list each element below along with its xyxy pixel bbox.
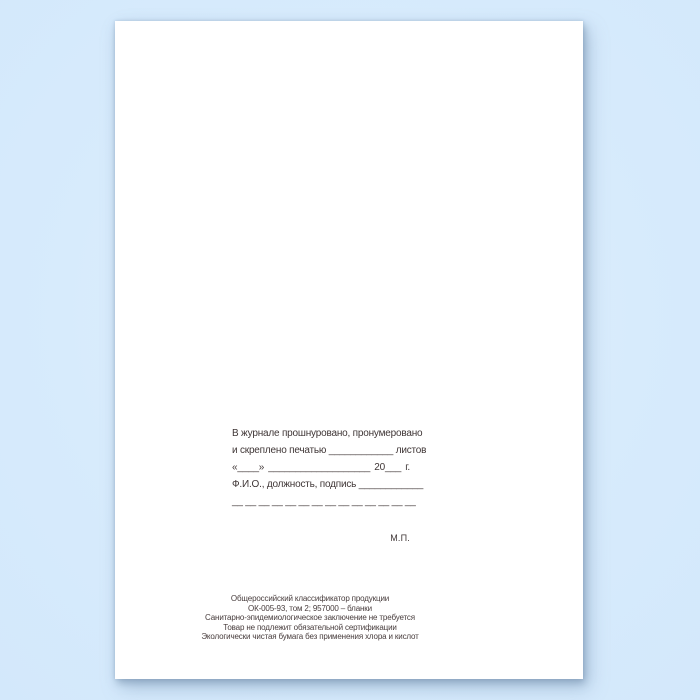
certification-line-1: В журнале прошнуровано, пронумеровано — [232, 428, 423, 439]
certification-block — [232, 425, 427, 510]
signature-rule-line: __ __ __ __ __ __ __ __ __ __ __ __ __ __ — [232, 496, 416, 507]
certification-line-2: и скреплено печатью ____________ листов — [232, 445, 427, 456]
footer-line-2: ОК-005-93, том 2; 957000 – бланки — [248, 603, 372, 613]
footer-line-3: Санитарно-эпидемиологическое заключение не требуется — [205, 613, 415, 623]
certification-line-3: «____» ___________________ 20___ г. — [232, 462, 410, 473]
stamp-place-label: М.П. — [390, 533, 410, 543]
document-page — [115, 21, 583, 679]
footer-line-1: Общероссийский классификатор продукции — [230, 594, 390, 603]
footer-line-4: Товар не подлежит обязательной сертификации — [223, 622, 397, 632]
footer-block — [123, 594, 497, 642]
footer-line-5: Экологически чистая бумага без применения хлора и кислот — [201, 632, 419, 642]
certification-line-4: Ф.И.О., должность, подпись ____________ — [232, 479, 424, 490]
